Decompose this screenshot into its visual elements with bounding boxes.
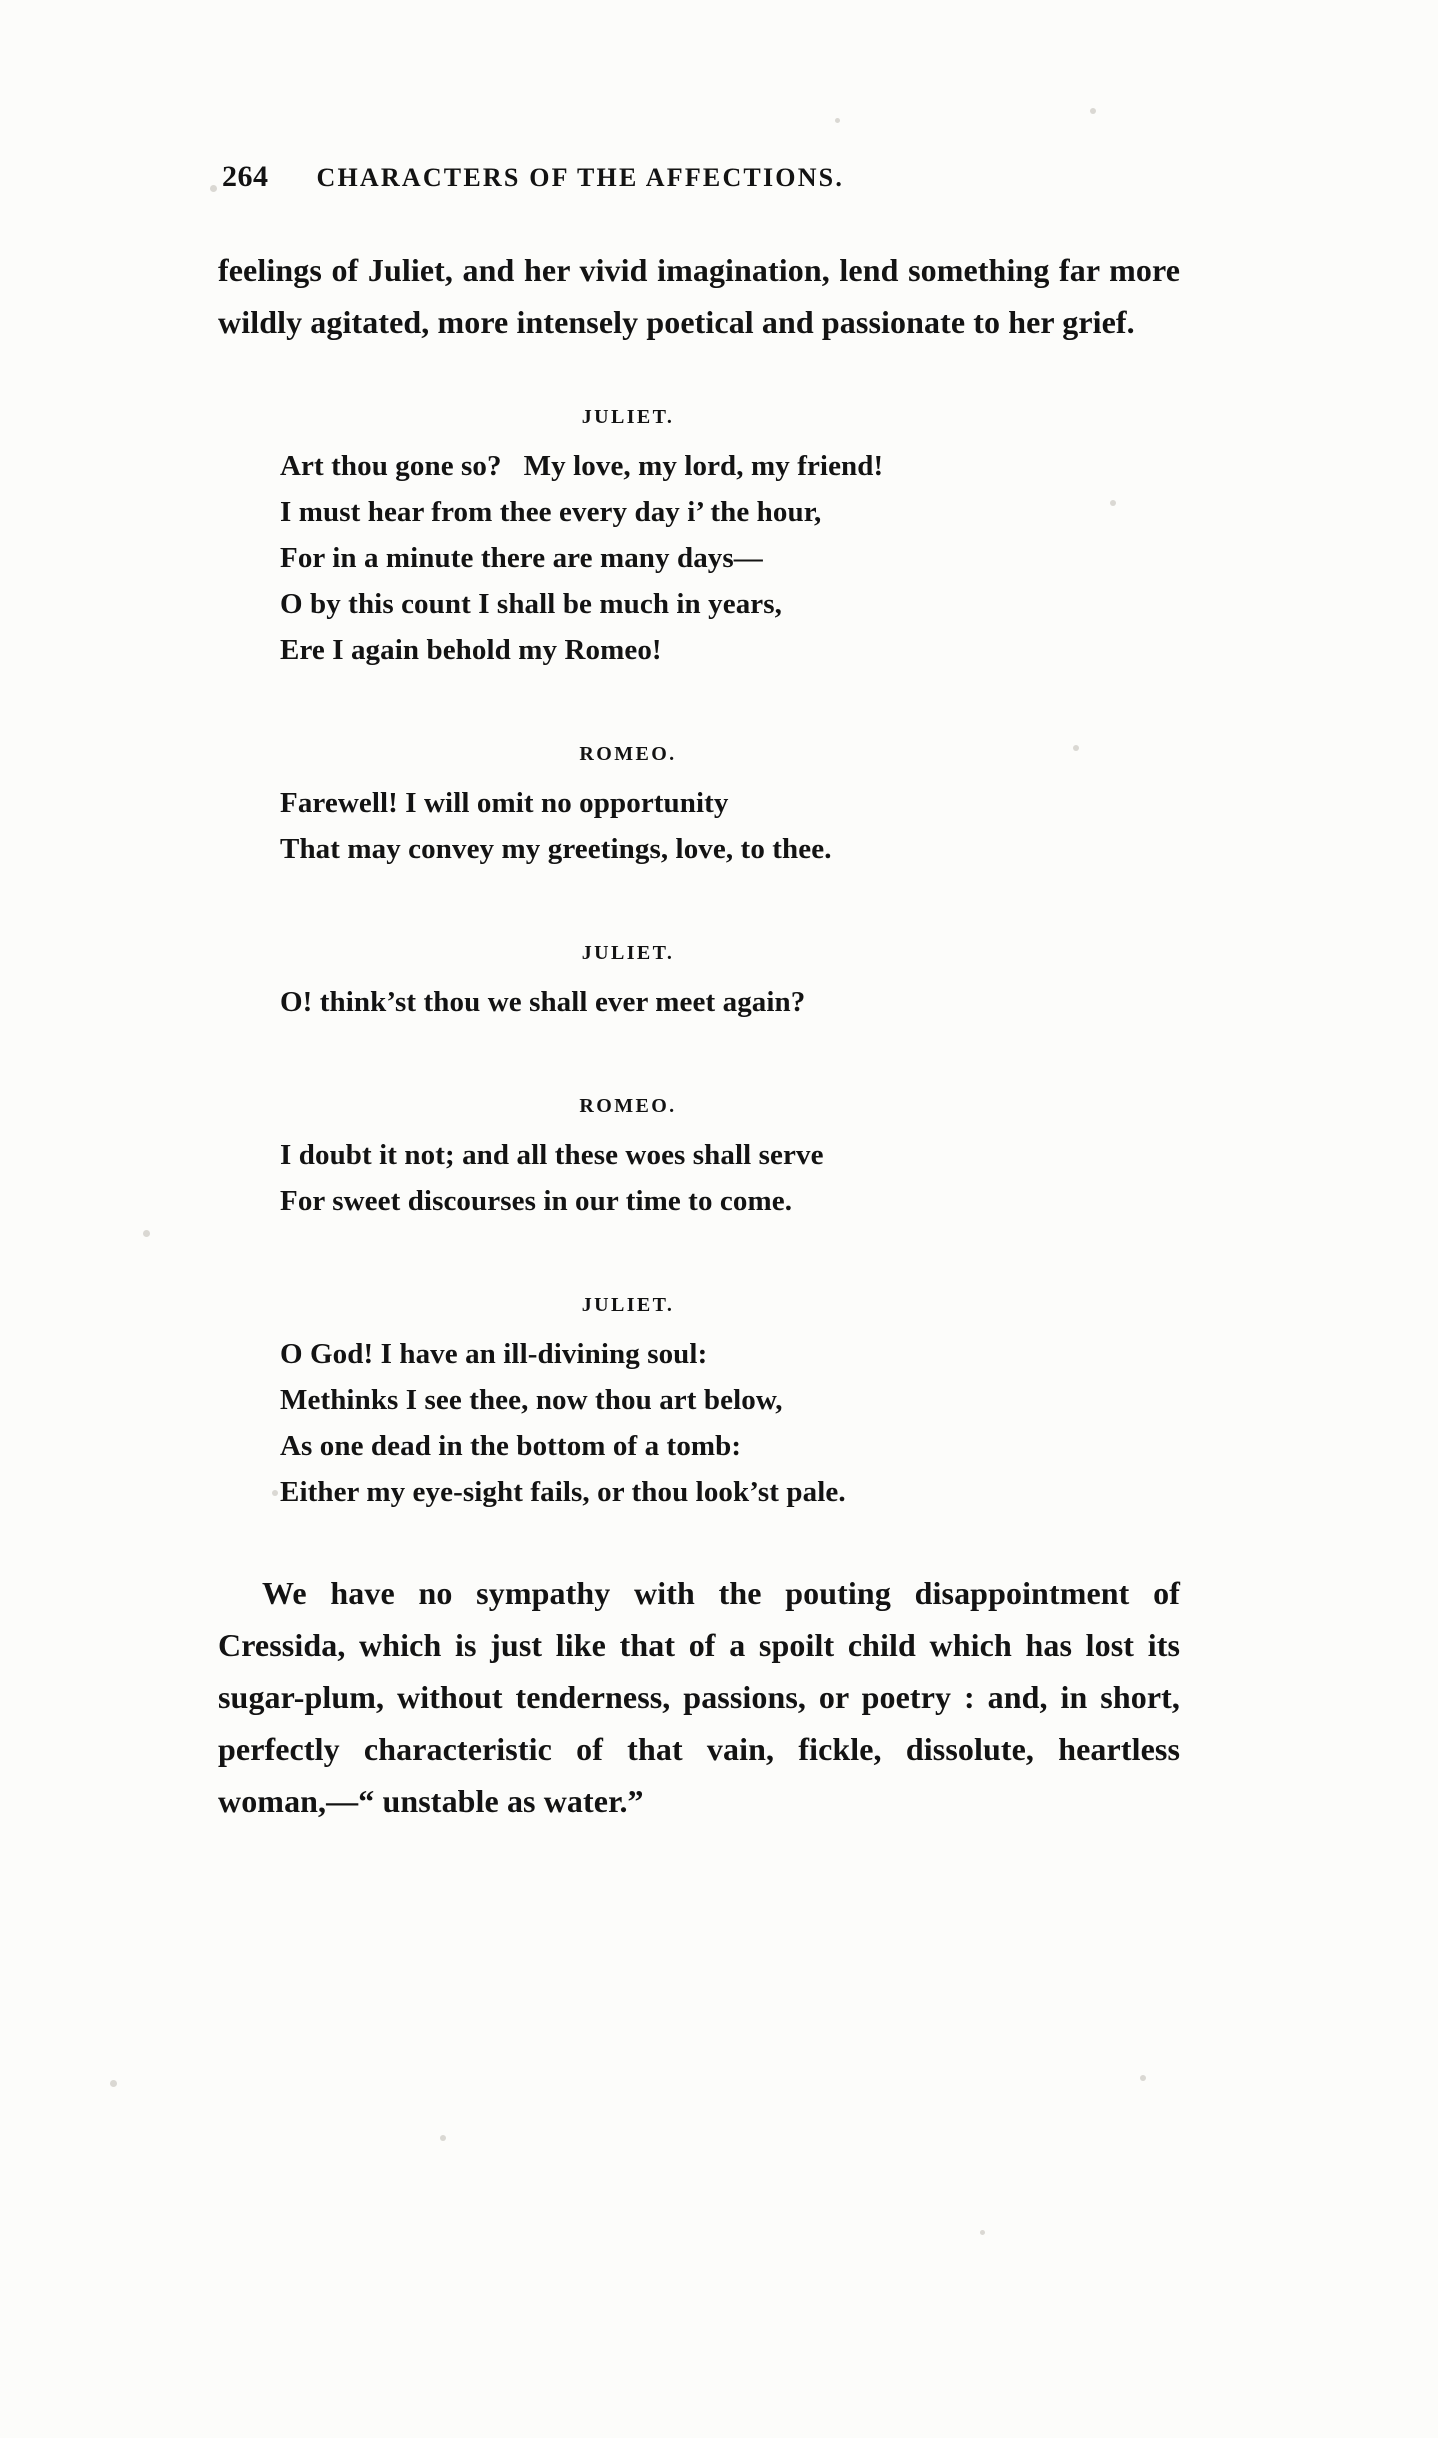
verse-block-1 xyxy=(218,406,1218,673)
opening-paragraph: feelings of Juliet, and her vivid imagination, lend something far more wildly agitated, more intensely poetical and passionate to her grief. xyxy=(218,252,1180,340)
page-header xyxy=(218,160,1218,194)
verse-line: O by this count I shall be much in years, xyxy=(280,588,783,620)
paper-speckle xyxy=(980,2230,985,2235)
paper-speckle xyxy=(210,185,217,192)
verse-lines xyxy=(218,780,1218,872)
verse-block-3 xyxy=(218,942,1218,1025)
verse-block-4 xyxy=(218,1095,1218,1224)
verse-lines xyxy=(218,1331,1218,1515)
verse-line: As one dead in the bottom of a tomb: xyxy=(280,1430,742,1462)
verse-line: I doubt it not; and all these woes shall serve xyxy=(280,1139,824,1171)
speaker-label: JULIET. xyxy=(581,406,675,428)
verse-line: Either my eye-sight fails, or thou look’st pale. xyxy=(280,1476,846,1508)
speaker-label: JULIET. xyxy=(581,942,675,964)
verse-lines xyxy=(218,443,1218,673)
verse-spacer xyxy=(218,717,1218,743)
speaker-label: ROMEO. xyxy=(579,743,677,765)
verse-line: Art thou gone so? My love, my lord, my friend! xyxy=(280,450,884,482)
page-number: 264 xyxy=(222,160,269,193)
verse-block-2 xyxy=(218,743,1218,872)
verse-lines xyxy=(218,979,1218,1025)
verse-line: Methinks I see thee, now thou art below, xyxy=(280,1384,783,1416)
verse-line: I must hear from thee every day i’ the hour, xyxy=(280,496,822,528)
verse-line: For in a minute there are many days— xyxy=(280,542,763,574)
verse-block-5 xyxy=(218,1294,1218,1515)
verse-line: O God! I have an ill-divining soul: xyxy=(280,1338,708,1370)
verse-spacer xyxy=(218,1268,1218,1294)
paper-speckle xyxy=(143,1230,150,1237)
verse-line: For sweet discourses in our time to come. xyxy=(280,1185,793,1217)
paper-speckle xyxy=(1090,108,1096,114)
paper-speckle xyxy=(110,2080,117,2087)
verse-lines xyxy=(218,1132,1218,1224)
speaker-label: ROMEO. xyxy=(579,1095,677,1117)
verse-line: That may convey my greetings, love, to thee. xyxy=(280,833,832,865)
verse-line: O! think’st thou we shall ever meet again? xyxy=(280,986,806,1018)
paper-speckle xyxy=(440,2135,446,2141)
verse-spacer xyxy=(218,1069,1218,1095)
speaker-label: JULIET. xyxy=(581,1294,675,1316)
paper-speckle xyxy=(1140,2075,1146,2081)
verse-line: Ere I again behold my Romeo! xyxy=(280,634,662,666)
verse-spacer xyxy=(218,916,1218,942)
closing-paragraph: We have no sympathy with the pouting disappointment of Cressida, which is just like that of a spoilt child which has lost its sugar-plum, without tenderness, passions, or poetry : and, in short, perfectly characteristic of that vain, fickle, dissolute, heartless woman,—“ unstable as water.” xyxy=(218,1575,1180,1819)
page-content xyxy=(218,160,1218,1827)
verse-line: Farewell! I will omit no opportunity xyxy=(280,787,729,819)
paper-speckle xyxy=(835,118,840,123)
running-title: CHARACTERS OF THE AFFECTIONS. xyxy=(316,163,845,192)
